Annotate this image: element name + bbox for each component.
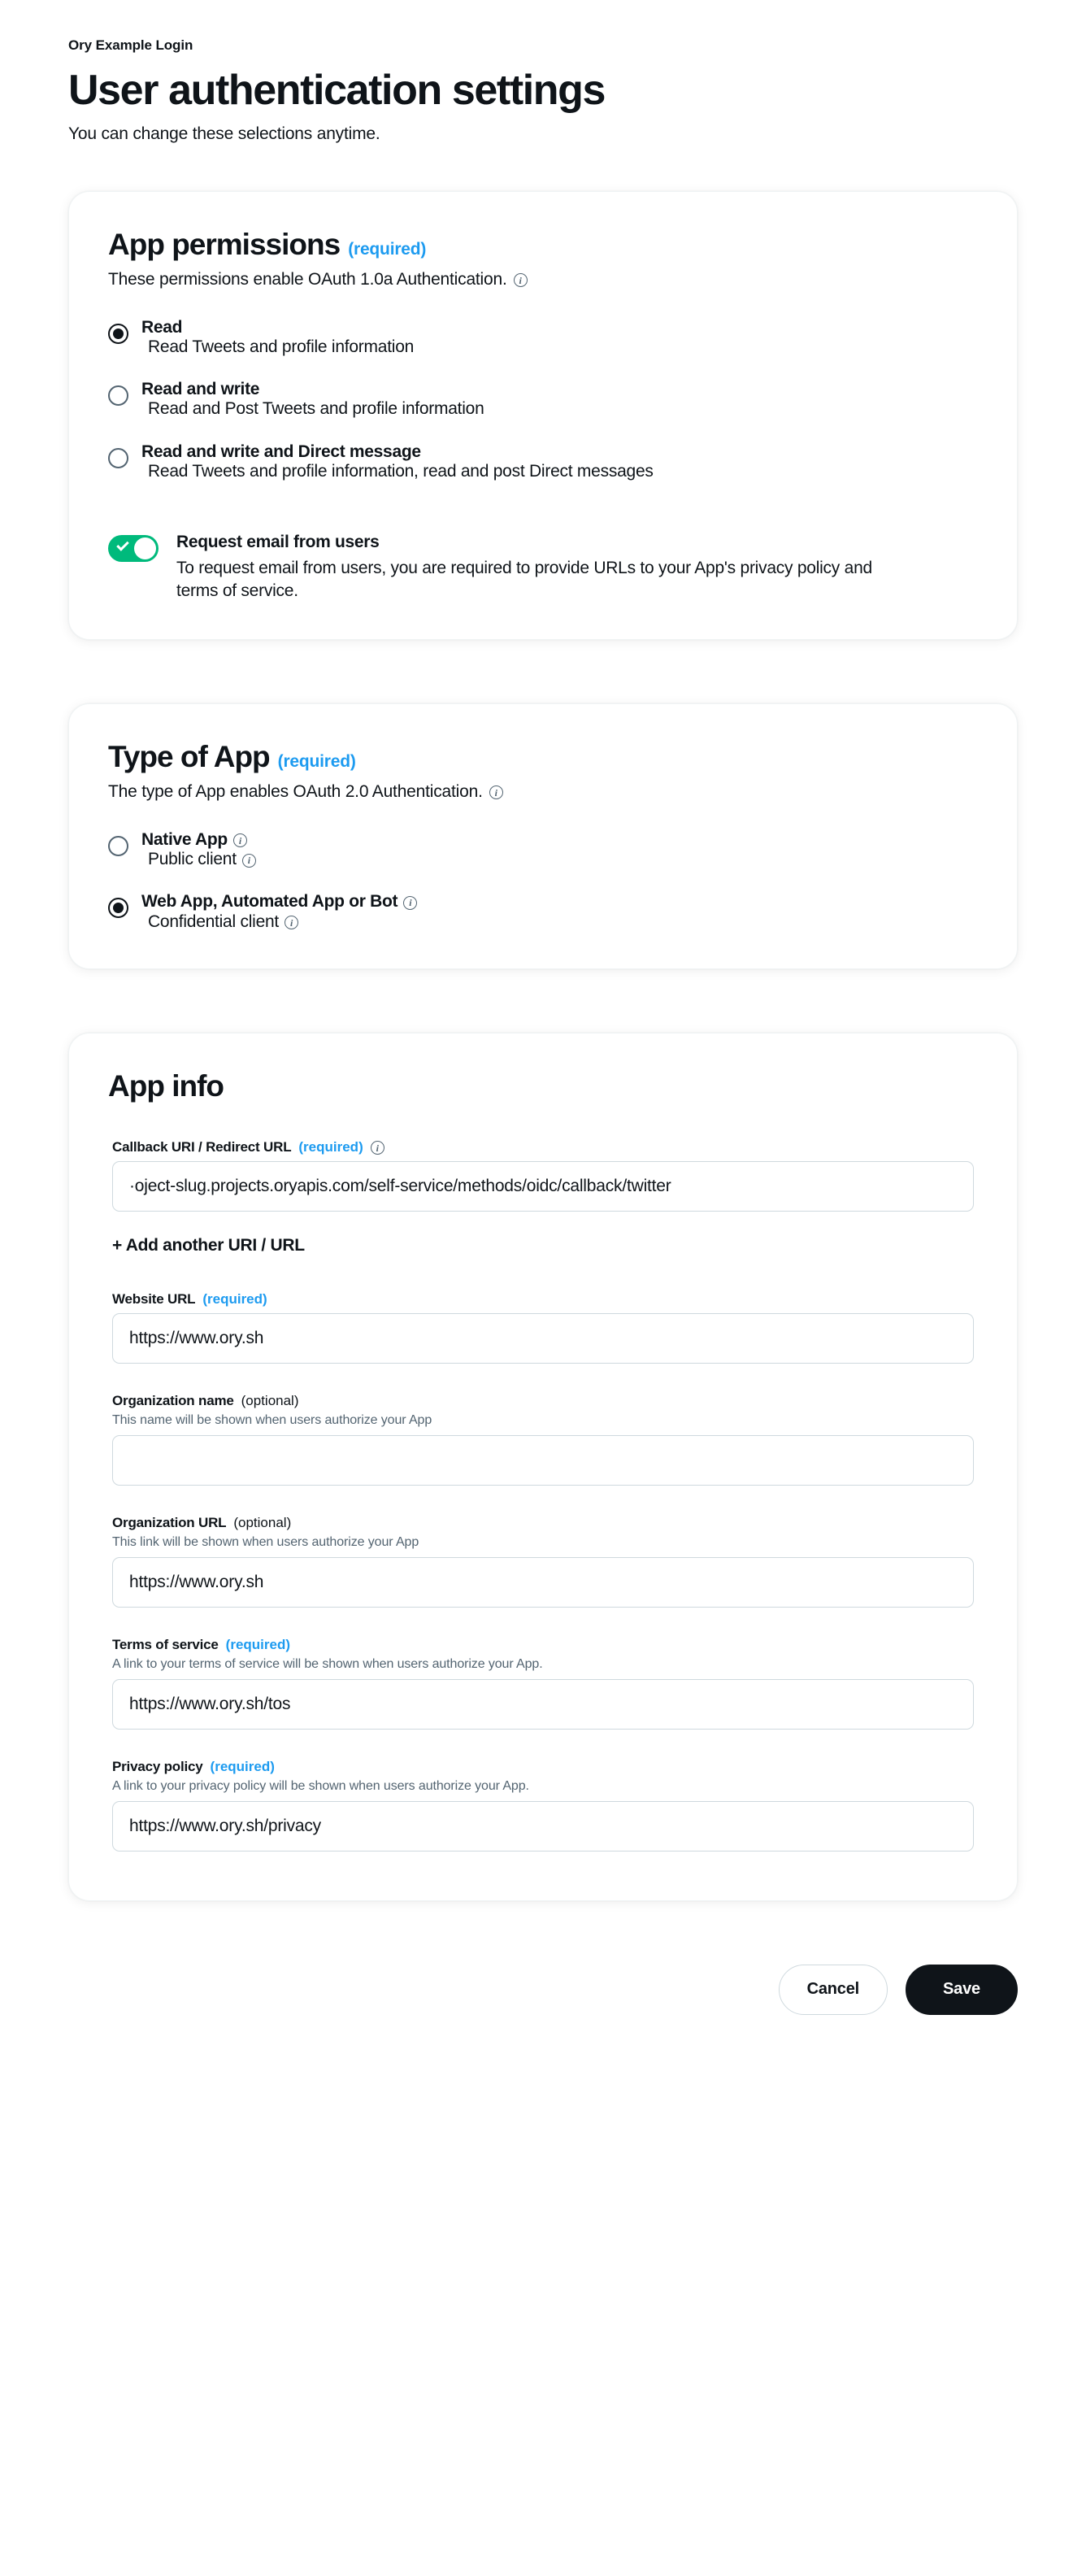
page-title: User authentication settings [68,67,606,114]
organization-name-input[interactable] [112,1435,974,1486]
callback-uri-field [108,1139,978,1212]
request-email-description: To request email from users, you are required to provide URLs to your App's privacy policy and terms of service. [176,559,872,601]
info-icon[interactable]: i [514,273,528,287]
radio-sublabel-text: Confidential client [148,912,280,931]
privacy-policy-field [108,1759,978,1852]
privacy-policy-input[interactable] [112,1801,974,1852]
radio-label-text: Read and write and Direct message [141,442,421,461]
info-icon[interactable]: i [242,854,256,868]
radio-sublabel [141,912,417,933]
type-of-app-radio-group [108,829,978,933]
page-header [0,0,1086,144]
radio-label [141,829,256,851]
radio-sublabel [141,398,484,420]
app-permissions-radio-group [108,317,978,483]
radio-option-read[interactable] [108,317,978,359]
organization-url-help: This link will be shown when users authorize your App [112,1534,419,1549]
info-icon[interactable]: i [233,833,247,847]
radio-sublabel-text: Public client [148,850,237,869]
radio-sublabel [141,849,256,870]
callback-uri-input[interactable] [112,1161,974,1212]
radio-option-read-write[interactable] [108,379,978,420]
radio-label-text: Read and write [141,380,260,399]
info-icon[interactable]: i [403,896,417,910]
app-permissions-title: App permissions [108,227,341,261]
app-info-card [68,1033,1018,1901]
request-email-toggle-row[interactable] [108,533,978,603]
radio-sublabel [141,461,654,482]
type-of-app-description [108,782,978,802]
terms-of-service-input[interactable] [112,1679,974,1730]
terms-of-service-help: A link to your terms of service will be shown when users authorize your App. [112,1656,543,1671]
organization-name-help: This name will be shown when users authorize your App [112,1412,432,1427]
website-url-field [108,1291,978,1364]
radio-label [141,317,414,338]
radio-sublabel-text: Read Tweets and profile information [148,337,415,356]
page-subtitle: You can change these selections anytime. [68,124,380,143]
info-icon[interactable]: i [489,785,503,799]
save-button[interactable]: Save [906,1965,1018,2015]
radio-indicator[interactable] [108,898,128,918]
radio-sublabel-text: Read and Post Tweets and profile information [148,399,484,419]
radio-label-text: Read [141,317,183,337]
organization-name-optional-tag: (optional) [241,1392,299,1408]
check-icon [116,538,129,551]
app-permissions-description [108,270,978,289]
add-another-uri-button[interactable]: + Add another URI / URL [108,1226,309,1255]
info-icon[interactable]: i [285,916,298,929]
app-permissions-description-text: These permissions enable OAuth 1.0a Authentication. [108,269,507,289]
terms-of-service-field [108,1637,978,1730]
radio-sublabel [141,337,414,358]
organization-url-optional-tag: (optional) [233,1514,292,1530]
app-permissions-card [68,191,1018,640]
privacy-policy-label: Privacy policy [112,1758,203,1774]
organization-name-label: Organization name [112,1392,234,1408]
callback-uri-required-tag: (required) [298,1138,363,1155]
website-url-input[interactable] [112,1313,974,1364]
type-of-app-card [68,703,1018,969]
type-of-app-title: Type of App [108,739,270,773]
radio-indicator[interactable] [108,836,128,856]
organization-name-field [108,1393,978,1486]
app-permissions-heading [108,228,978,262]
radio-label-text: Web App, Automated App or Bot [141,892,398,912]
toggle-knob [134,537,156,559]
form-actions [0,1965,1086,2072]
website-url-label: Website URL [112,1290,196,1307]
type-of-app-description-text: The type of App enables OAuth 2.0 Authentication. [108,781,483,801]
radio-label-text: Native App [141,829,228,849]
radio-option-read-write-dm[interactable] [108,442,978,483]
callback-uri-label: Callback URI / Redirect URL [112,1138,292,1155]
radio-sublabel-text: Read Tweets and profile information, read and post Direct messages [148,461,654,481]
radio-option-web-app[interactable] [108,891,978,933]
organization-url-label: Organization URL [112,1514,227,1530]
radio-label [141,891,417,912]
radio-indicator[interactable] [108,448,128,468]
info-icon[interactable]: i [371,1141,384,1155]
radio-label [141,379,484,400]
radio-indicator[interactable] [108,385,128,406]
organization-url-input[interactable] [112,1557,974,1608]
website-url-required-tag: (required) [202,1290,267,1307]
privacy-policy-required-tag: (required) [210,1758,275,1774]
radio-label [141,442,654,463]
request-email-toggle[interactable] [108,535,159,562]
cancel-button[interactable]: Cancel [779,1965,888,2015]
app-permissions-required-tag: (required) [348,239,427,259]
app-info-title: App info [108,1068,224,1103]
radio-indicator[interactable] [108,324,128,344]
type-of-app-required-tag: (required) [277,751,356,771]
terms-of-service-required-tag: (required) [225,1636,291,1652]
organization-url-field [108,1515,978,1608]
brand-label: Ory Example Login [68,37,193,53]
request-email-label: Request email from users [176,533,380,552]
type-of-app-heading [108,740,978,774]
radio-option-native-app[interactable] [108,829,978,871]
terms-of-service-label: Terms of service [112,1636,219,1652]
privacy-policy-help: A link to your privacy policy will be shown when users authorize your App. [112,1778,529,1793]
